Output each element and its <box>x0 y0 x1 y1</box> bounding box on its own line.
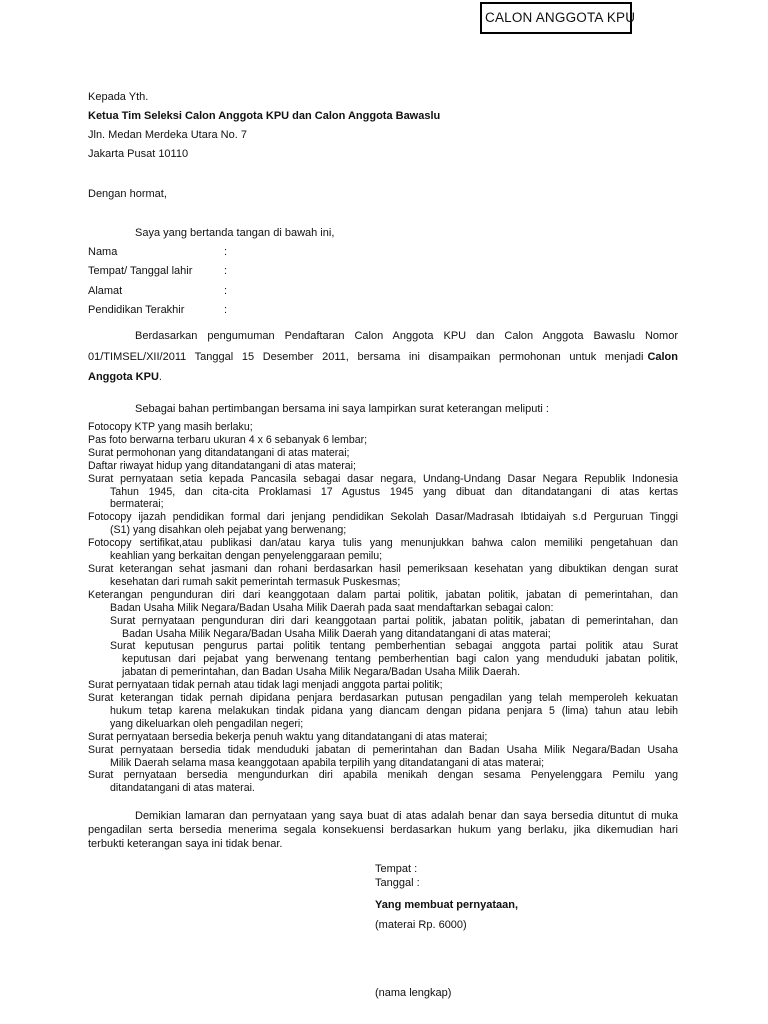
attachment-list <box>88 421 678 795</box>
list-item <box>88 692 678 731</box>
recipient-address-city: Jakarta Pusat 10110 <box>88 148 189 160</box>
list-item-line: kesehatan dari rumah sakit pemerintah termasuk Puskesmas; <box>110 575 401 588</box>
list-item-line: Milik Daerah selama masa keanggotaan apabila terpilih yang ditandatangani di atas materai; <box>110 756 545 769</box>
list-item-line: Daftar riwayat hidup yang ditandatangani di atas materai; <box>88 459 356 472</box>
list-item <box>88 537 678 563</box>
list-item-line: Surat pernyataan setia kepada Pancasila sebagai dasar negara, Undang-Undang Dasar Negara Republik Indonesia <box>88 472 678 485</box>
list-item-line: Keterangan pengunduran diri dari keanggotaan dalam partai politik, jabatan politik, jabatan di pemerintahan, dan <box>88 588 678 601</box>
para1-line3 <box>88 371 162 384</box>
signature-stamp: (materai Rp. 6000) <box>375 919 467 931</box>
closing-line2-text: pengadilan serta bersedia menerima segala konsekuensi berdasarkan hukum yang berlaku, jika dikemudian hari <box>88 824 678 836</box>
list-item <box>88 769 678 795</box>
list-item-line: Surat permohonan yang ditandatangani di atas materai; <box>88 446 350 459</box>
list-item-line: Badan Usaha Milik Negara/Badan Usaha Milik Daerah pada saat mendaftarkan sebagai calon: <box>110 601 554 614</box>
list-item <box>88 679 678 692</box>
list-item <box>88 434 678 447</box>
field-colon: : <box>224 246 228 258</box>
document-type-box: CALON ANGGOTA KPU <box>480 2 632 34</box>
signature-place: Tempat : <box>375 863 418 875</box>
sub-list-item <box>88 640 678 679</box>
field-label-name: Nama <box>88 246 118 258</box>
field-colon: : <box>224 265 228 277</box>
list-item-line: Fotocopy KTP yang masih berlaku; <box>88 421 253 433</box>
list-item-line: Surat pernyataan bersedia bekerja penuh waktu yang ditandatangani di atas materai; <box>88 730 488 743</box>
list-item-line: Fotocopy ijazah pendidikan formal dari jenjang pendidikan Sekolah Dasar/Madrasah Ibtidaiyah s.d Perguruan Tinggi <box>88 511 678 524</box>
list-item-line: bermaterai; <box>110 498 164 511</box>
list-item-line: ditandatangani di atas materai. <box>110 782 255 795</box>
list-item <box>88 421 678 434</box>
intro-line: Saya yang bertanda tangan di bawah ini, <box>135 227 335 239</box>
list-item-line: keputusan dari pejabat yang berwenang tentang pemberhentian bagi calon yang menduduki jabatan politik, <box>122 653 678 666</box>
list-item-line: Pas foto berwarna terbaru ukuran 4 x 6 sebanyak 6 lembar; <box>88 433 368 446</box>
list-item-line: Fotocopy sertifikat,atau publikasi dan/atau karya tulis yang menunjukkan bahwa calon memiliki pengetahuan dan <box>88 537 678 550</box>
field-label-birth: Tempat/ Tanggal lahir <box>88 265 193 277</box>
field-label-address: Alamat <box>88 285 123 297</box>
list-item <box>88 447 678 460</box>
field-colon: : <box>224 285 228 297</box>
signature-date: Tanggal : <box>375 877 420 889</box>
recipient-address-street: Jln. Medan Merdeka Utara No. 7 <box>88 129 247 141</box>
para1-line2-bold: Calon <box>647 351 678 363</box>
list-item-line: yang dikeluarkan oleh pengadilan negeri; <box>110 717 304 730</box>
recipient-name: Ketua Tim Seleksi Calon Anggota KPU dan Calon Anggota Bawaslu <box>88 110 441 122</box>
list-item-line: Surat keterangan tidak pernah dipidana penjara berdasarkan putusan pengadilan yang telah memperoleh kekuatan <box>88 692 678 705</box>
list-item <box>88 473 678 512</box>
list-item-line: Surat pernyataan pengunduran diri dari keanggotaan partai politik, jabatan politik, jabatan di pemerintahan, dan <box>110 614 678 627</box>
closing-line1-text: Demikian lamaran dan pernyataan yang saya buat di atas adalah benar dan saya bersedia dituntut di muka <box>135 810 678 822</box>
para1-line1: Berdasarkan pengumuman Pendaftaran Calon Anggota KPU dan Calon Anggota Bawaslu Nomor <box>135 330 678 342</box>
list-item-line: jabatan di pemerintahan, dan Badan Usaha Milik Negara/Badan Usaha Milik Daerah. <box>122 666 521 679</box>
list-item <box>88 744 678 770</box>
closing-line1 <box>135 810 678 823</box>
para1-line2 <box>88 351 678 364</box>
salutation: Kepada Yth. <box>88 91 149 103</box>
list-item-line: hukum tetap karena melakukan tindak pidana yang diancam dengan pidana penjara 5 (lima) tahun atau lebih <box>110 704 678 717</box>
list-item <box>88 460 678 473</box>
list-item-line: Badan Usaha Milik Negara/Badan Usaha Milik Daerah yang ditandatangani di atas materai; <box>122 627 551 640</box>
signature-signer: Yang membuat pernyataan, <box>375 899 519 911</box>
list-item <box>88 563 678 589</box>
list-item-line: Tahun 1945, dan cita-cita Proklamasi 17 Agustus 1945 yang dibuat dan ditandatangani di atas kertas <box>110 485 678 498</box>
sub-list-item <box>88 615 678 641</box>
list-item <box>88 731 678 744</box>
list-item-line: Surat keputusan pengurus partai politik tentang pemberhentian sebagai anggota partai politik atau Surat <box>110 640 678 653</box>
list-item-line: Surat pernyataan tidak pernah atau tidak lagi menjadi anggota partai politik; <box>88 679 443 692</box>
para1-line3-bold: Anggota KPU <box>88 371 159 383</box>
para1-line2-text: 01/TIMSEL/XII/2011 Tanggal 15 Desember 2011, bersama ini disampaikan permohonan untuk menjadi <box>88 351 644 363</box>
field-label-education: Pendidikan Terakhir <box>88 304 185 316</box>
greeting: Dengan hormat, <box>88 188 167 200</box>
closing-line3: terbukti keterangan saya ini tidak benar. <box>88 838 283 850</box>
list-item-line: keahlian yang berkaitan dengan penyelenggaraan pemilu; <box>110 550 383 563</box>
closing-line2 <box>88 824 678 837</box>
list-item-line: Surat pernyataan bersedia tidak menduduki jabatan di pemerintahan dan Badan Usaha Milik Negara/Badan Usaha <box>88 743 678 756</box>
list-item-line: Surat pernyataan bersedia mengundurkan diri apabila menikah dengan sesama Penyelenggara Pemilu yang <box>88 769 678 782</box>
list-item-line: (S1) yang disahkan oleh pejabat yang berwenang; <box>110 524 347 537</box>
field-colon: : <box>224 304 228 316</box>
signature-fullname: (nama lengkap) <box>375 987 452 999</box>
list-item <box>88 511 678 537</box>
list-item-line: Surat keterangan sehat jasmani dan rohani berdasarkan hasil pemeriksaan kesehatan yang dibuktikan dengan surat <box>88 562 678 575</box>
para1-line3-end: . <box>158 371 162 383</box>
list-item <box>88 589 678 615</box>
para2: Sebagai bahan pertimbangan bersama ini saya lampirkan surat keterangan meliputi : <box>135 403 549 415</box>
